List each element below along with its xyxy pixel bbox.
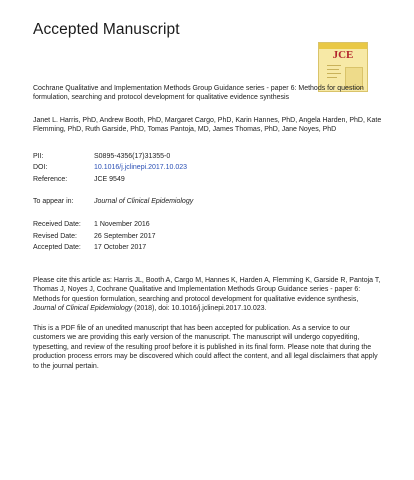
pii-label: PII: — [33, 153, 44, 160]
reference-value: JCE 9549 — [94, 176, 125, 183]
cover-line — [327, 65, 341, 66]
citation-journal: Journal of Clinical Epidemiology — [33, 305, 133, 313]
citation-tail: (2018), doi: 10.1016/j.jclinepi.2017.10.023. — [132, 305, 267, 313]
cover-line — [327, 73, 341, 74]
article-title: Cochrane Qualitative and Implementation Methods Group Guidance series - paper 6: Methods for question formulation, searching and protocol development for qualitative evidence synthesis — [33, 85, 364, 102]
disclaimer-paragraph: This is a PDF file of an unedited manuscript that has been accepted for publication. As a service to our customers we are providing this early version of the manuscript. The manuscript will undergo copyediting, typesetting, and review of the resulting proof before it is published in its final form. Please note that during the production process errors may be discovered which could affect the content, and all legal disclaimers that apply to the journal pertain. — [33, 325, 378, 370]
cover-line — [327, 77, 337, 78]
doi-link[interactable]: 10.1016/j.jclinepi.2017.10.023 — [94, 164, 188, 171]
journal-name: Journal of Clinical Epidemiology — [94, 198, 194, 205]
reference-label: Reference: — [33, 176, 68, 183]
page-heading: Accepted Manuscript — [33, 21, 180, 38]
received-date-value: 1 November 2016 — [94, 221, 150, 228]
appear-in-label: To appear in: — [33, 198, 74, 205]
accepted-date-label: Accepted Date: — [33, 244, 81, 251]
received-date-label: Received Date: — [33, 221, 81, 228]
citation-lead: Please cite this article as: Harris JL, Booth A, Cargo M, Hannes K, Harden A, Flemming K, Garside R, Pantoja T, Thomas J, Noyes J, Cochrane Qualitative and Implementation Methods Group Guidance series - paper 6: Methods for question formulation, searching and protocol development for qualitative evidence synthesis, — [33, 277, 381, 303]
revised-date-value: 26 September 2017 — [94, 233, 156, 240]
accepted-date-value: 17 October 2017 — [94, 244, 147, 251]
revised-date-label: Revised Date: — [33, 233, 77, 240]
journal-logo: JCE — [332, 49, 354, 61]
cover-line — [327, 69, 339, 70]
doi-label: DOI: — [33, 164, 48, 171]
pii-value: S0895-4356(17)31355-0 — [94, 153, 171, 160]
citation-paragraph — [33, 276, 383, 314]
author-list: Janet L. Harris, PhD, Andrew Booth, PhD, Margaret Cargo, PhD, Karin Hannes, PhD, Angela Harden, PhD, Kate Flemming, PhD, Ruth Garside, PhD, Tomas Pantoja, MD, James Thomas, PhD, Jane Noyes, PhD — [33, 117, 382, 134]
